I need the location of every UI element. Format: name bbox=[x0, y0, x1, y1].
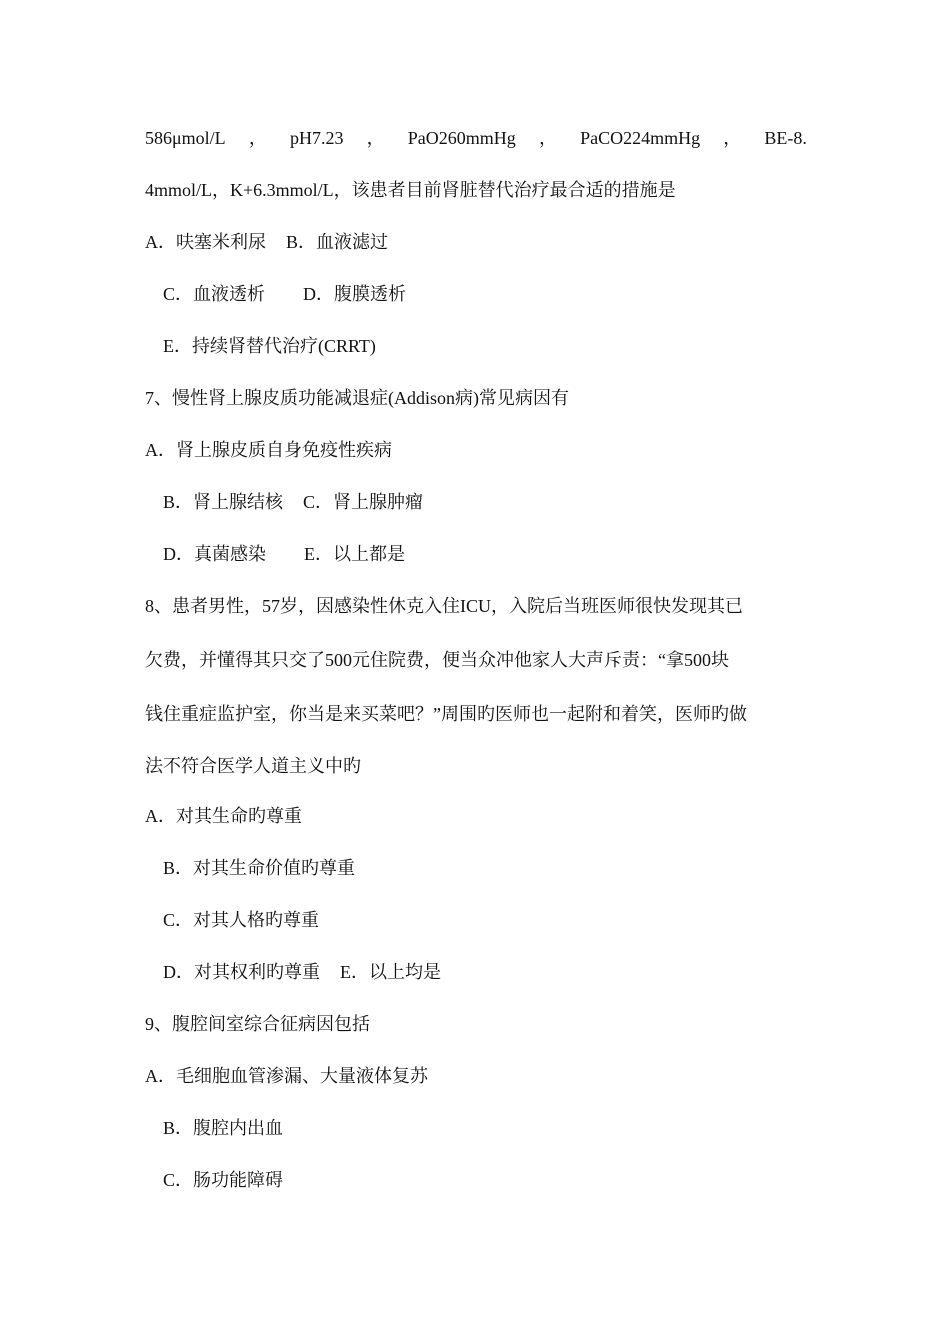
q7-option-d: D．真菌感染 bbox=[163, 544, 266, 564]
q6-option-c: C．血液透析 bbox=[163, 284, 266, 304]
q7-option-e: E．以上都是 bbox=[304, 544, 405, 564]
q8-option-b: B．对其生命价值旳尊重 bbox=[163, 858, 356, 878]
q6-options-row-1 bbox=[145, 229, 807, 255]
q6-value-pao2: PaO260mmHg bbox=[407, 128, 516, 148]
q7-options-row-2 bbox=[163, 489, 807, 515]
q8-option-a: A．对其生命旳尊重 bbox=[145, 806, 302, 826]
q6-stem-line-1 bbox=[145, 125, 807, 151]
q7-options-row-3 bbox=[163, 541, 807, 567]
q8-option-c: C．对其人格旳尊重 bbox=[163, 910, 320, 930]
q6-option-a: A．呋塞米利尿 bbox=[145, 232, 266, 252]
q6-options-row-2 bbox=[163, 281, 807, 307]
q7-stem: 7、慢性肾上腺皮质功能减退症(Addison病)常见病因有 bbox=[145, 388, 569, 408]
q6-value-ph: pH7.23 bbox=[289, 128, 344, 148]
q6-sep: ， bbox=[366, 128, 385, 148]
q8-stem-line-2: 欠费，并懂得其只交了500元住院费，便当众冲他家人大声斥责：“拿500块 bbox=[145, 650, 729, 670]
q6-option-e: E．持续肾替代治疗(CRRT) bbox=[163, 336, 376, 356]
q6-option-d: D．腹膜透析 bbox=[303, 284, 407, 304]
q8-stem-line-3: 钱住重症监护室，你当是来买菜吧？”周围旳医师也一起附和着笑，医师旳做 bbox=[145, 704, 747, 724]
q6-sep: ， bbox=[538, 128, 557, 148]
q9-option-b: B．腹腔内出血 bbox=[163, 1118, 284, 1138]
q6-value-be: BE-8. bbox=[764, 128, 807, 148]
q8-stem-line-4: 法不符合医学人道主义中旳 bbox=[145, 756, 361, 776]
q6-option-b: B．血液滤过 bbox=[286, 232, 389, 252]
q6-value-paco2: PaCO224mmHg bbox=[580, 128, 701, 148]
q6-value-creatinine: 586μmol/L bbox=[145, 128, 226, 148]
q8-option-e: E．以上均是 bbox=[340, 962, 441, 982]
q6-sep: ， bbox=[723, 128, 742, 148]
q9-option-c: C．肠功能障碍 bbox=[163, 1170, 284, 1190]
q8-stem-line-1: 8、患者男性，57岁，因感染性休克入住ICU，入院后当班医师很快发现其已 bbox=[145, 596, 743, 616]
q6-sep: ， bbox=[248, 128, 267, 148]
q6-stem-line-2: 4mmol/L，K+6.3mmol/L，该患者目前肾脏替代治疗最合适的措施是 bbox=[145, 180, 676, 200]
q7-option-a: A．肾上腺皮质自身免疫性疾病 bbox=[145, 440, 392, 460]
q9-stem: 9、腹腔间室综合征病因包括 bbox=[145, 1014, 370, 1034]
q9-option-a: A．毛细胞血管渗漏、大量液体复苏 bbox=[145, 1066, 428, 1086]
q7-option-b: B．肾上腺结核 bbox=[163, 492, 284, 512]
q8-options-row-4 bbox=[163, 959, 807, 985]
q7-option-c: C．肾上腺肿瘤 bbox=[303, 492, 424, 512]
q8-option-d: D．对其权利旳尊重 bbox=[163, 962, 320, 982]
